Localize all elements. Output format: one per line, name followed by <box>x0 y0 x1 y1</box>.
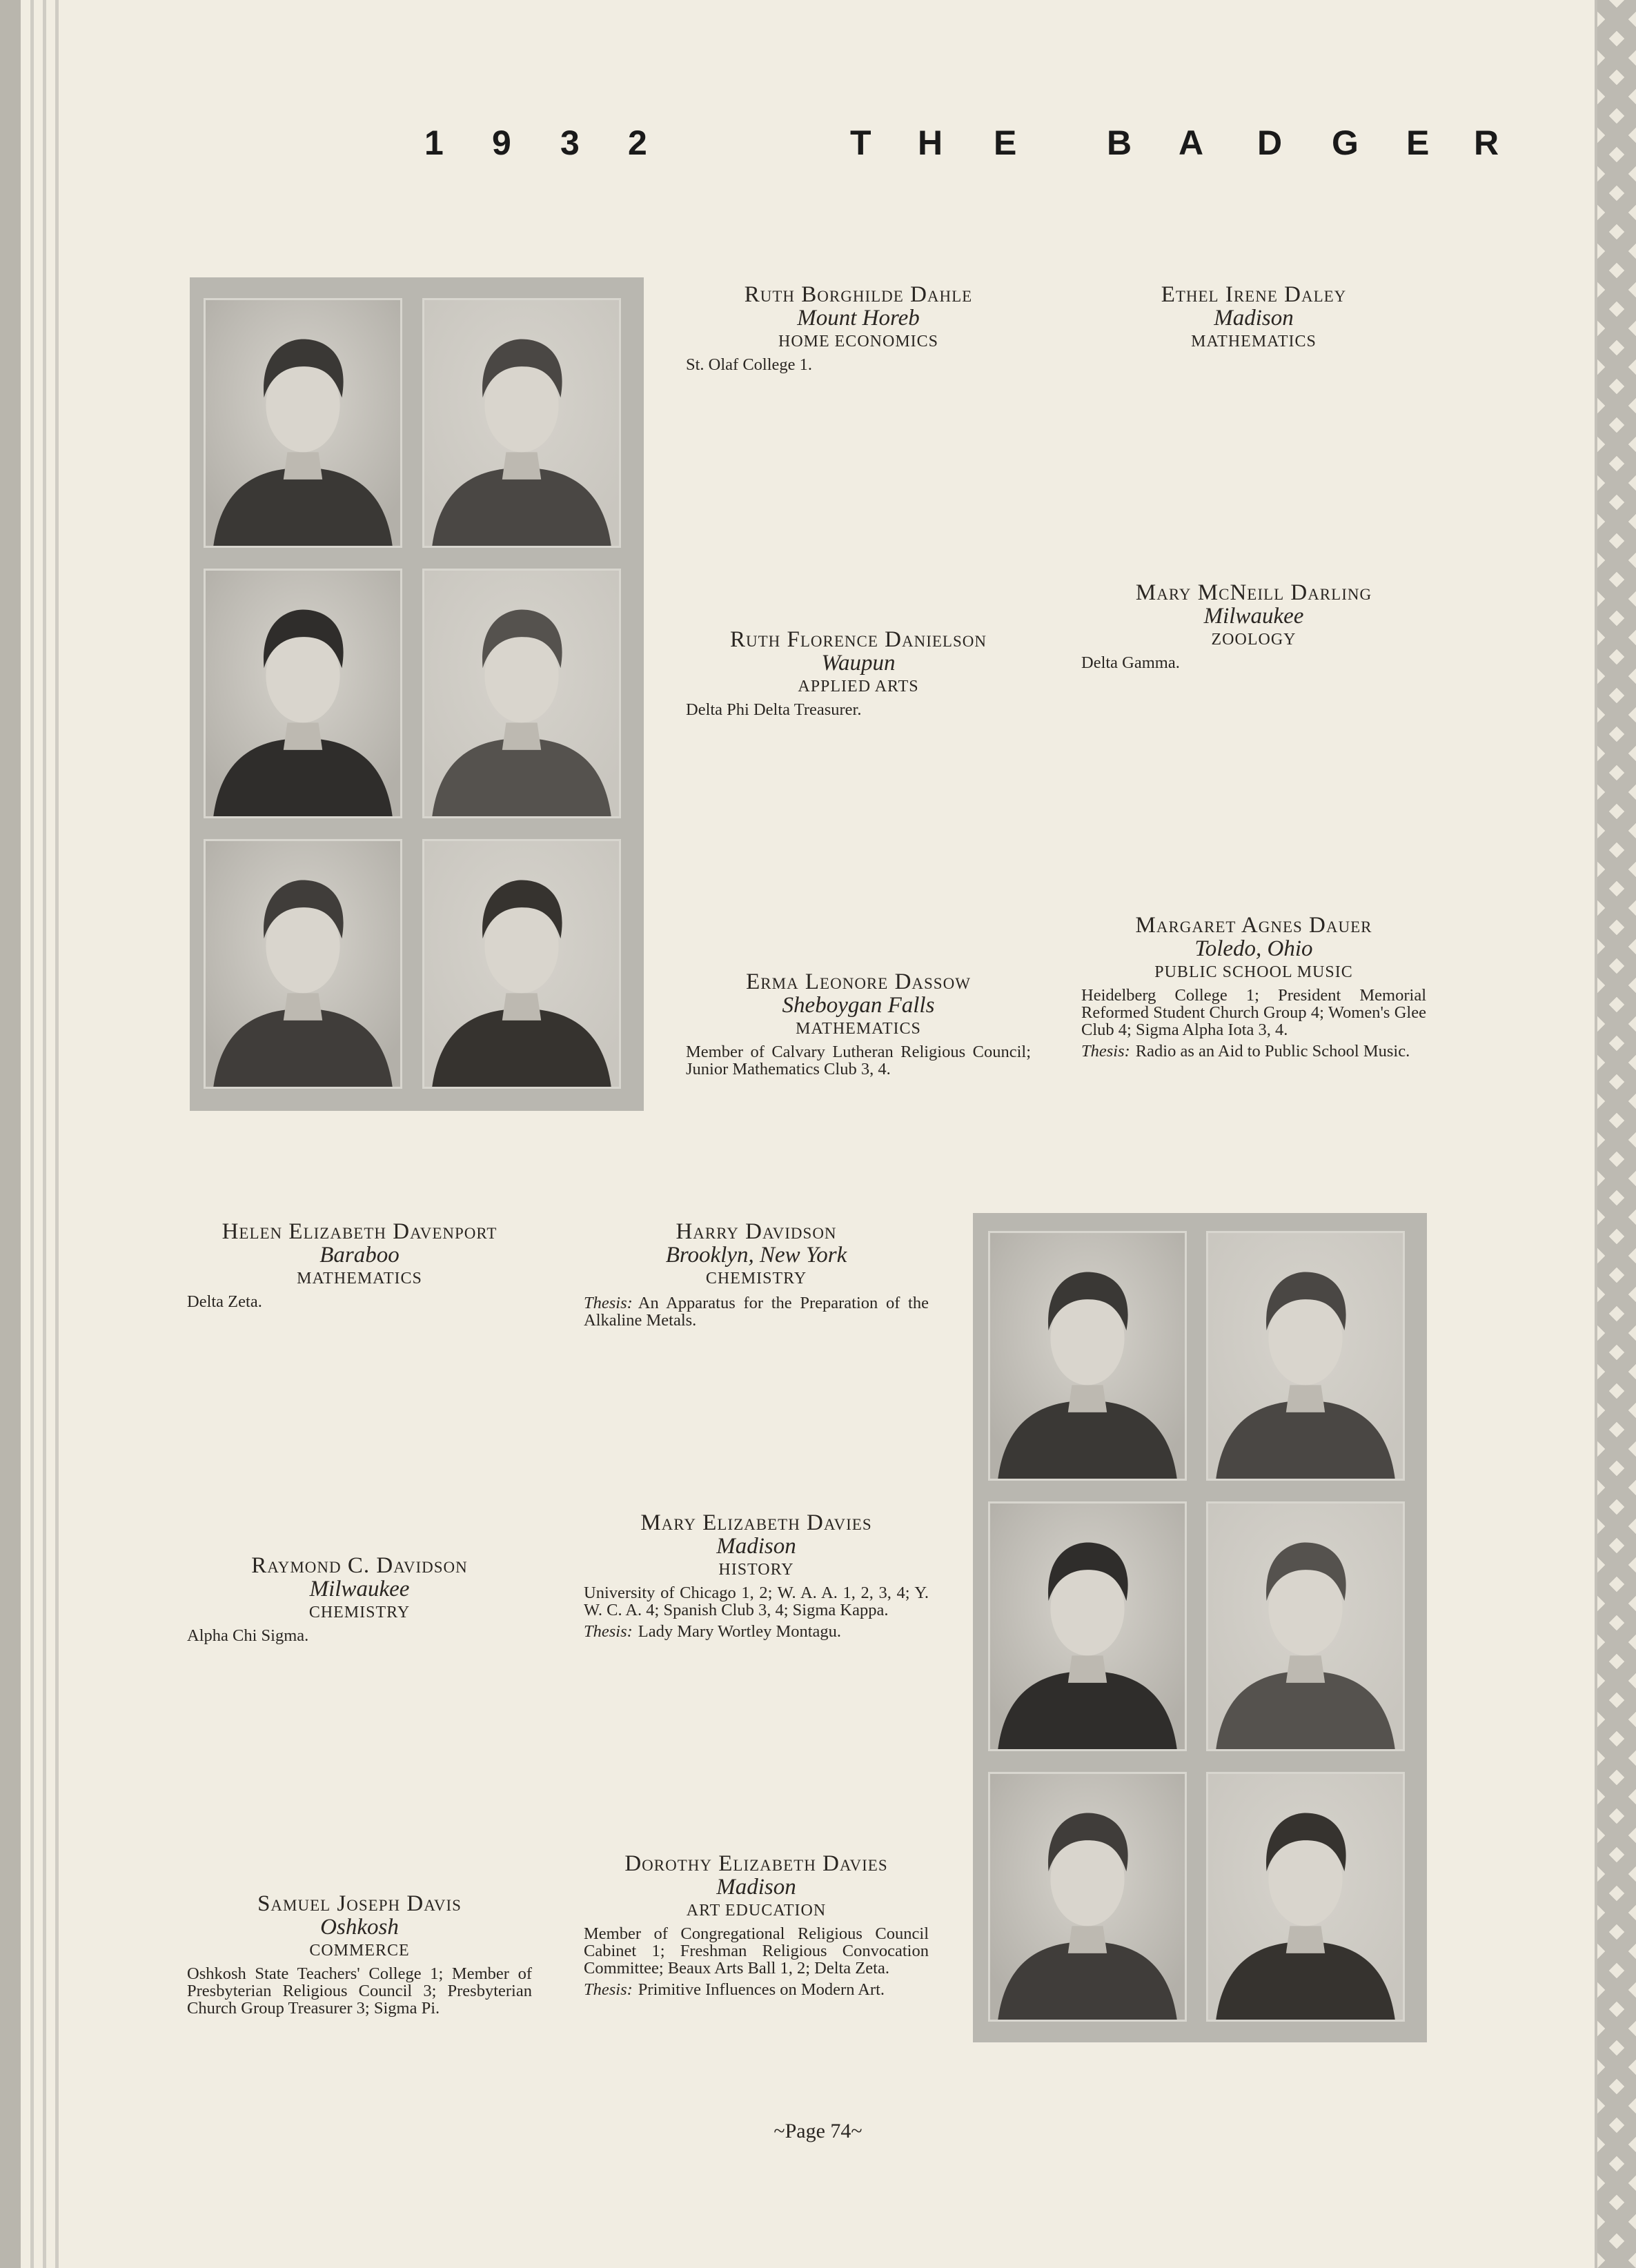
header-badger-letter: D <box>1257 124 1283 162</box>
entry-town: Milwaukee <box>309 1577 410 1601</box>
senior-entry <box>1081 283 1426 353</box>
thesis-title: An Apparatus for the Preparation of the Alkaline Metals. <box>584 1294 929 1330</box>
entry-town: Sheboygan Falls <box>782 993 935 1018</box>
entry-department: HOME ECONOMICS <box>778 333 938 351</box>
portrait-photo <box>204 839 402 1089</box>
entry-town: Milwaukee <box>1203 604 1304 629</box>
thesis-label: Thesis: <box>584 1622 633 1641</box>
entry-thesis <box>584 1981 929 1998</box>
portrait-photo <box>1206 1501 1405 1751</box>
entry-thesis <box>584 1294 929 1329</box>
photo-panel-bottom <box>973 1213 1427 2042</box>
entry-town: Baraboo <box>319 1243 400 1268</box>
senior-entry <box>686 283 1031 373</box>
header-badger-letter: A <box>1179 124 1204 162</box>
entry-name: Mary Elizabeth Davies <box>640 1510 872 1535</box>
entry-activities: Heidelberg College 1; President Memorial Reformed Student Church Group 4; Women's Glee Club 4; Sigma Alpha Iota 3, 4. <box>1081 986 1426 1039</box>
entry-name: Samuel Joseph Davis <box>257 1891 462 1916</box>
thesis-title: Primitive Influences on Modern Art. <box>638 1980 885 1999</box>
photo-panel-top <box>190 277 644 1111</box>
entry-name: Ruth Florence Danielson <box>729 627 987 652</box>
entry-name: Helen Elizabeth Davenport <box>221 1219 497 1244</box>
entry-activities: Member of Congregational Religious Council Cabinet 1; Freshman Religious Convocation Committee; Beaux Arts Ball 1, 2; Delta Zeta. <box>584 1924 929 1978</box>
thesis-label: Thesis: <box>584 1294 633 1312</box>
header-badger-letter: R <box>1474 124 1499 162</box>
right-diamond-border <box>1597 0 1636 2268</box>
entry-town: Madison <box>716 1534 796 1559</box>
portrait-photo <box>1206 1231 1405 1481</box>
portrait-photo <box>422 839 621 1089</box>
thesis-title: Lady Mary Wortley Montagu. <box>638 1622 842 1641</box>
entry-department: MATHEMATICS <box>297 1270 422 1288</box>
entry-activities: Alpha Chi Sigma. <box>187 1626 309 1645</box>
entry-town: Madison <box>1214 306 1294 331</box>
entry-name: Margaret Agnes Dauer <box>1135 913 1372 938</box>
portrait-photo <box>422 569 621 818</box>
portrait-photo <box>988 1231 1187 1481</box>
entry-department: CHEMISTRY <box>308 1604 411 1621</box>
portrait-photo <box>988 1772 1187 2022</box>
header-year-digit: 3 <box>560 124 580 162</box>
entry-name: Mary McNeill Darling <box>1135 580 1372 605</box>
entry-town: Mount Horeb <box>797 306 920 331</box>
left-binding-rule <box>43 0 46 2268</box>
senior-entry <box>686 970 1031 1078</box>
entry-thesis <box>1081 1043 1426 1060</box>
left-binding-strip <box>0 0 21 2268</box>
entry-town: Oshkosh <box>320 1915 399 1940</box>
page-header <box>0 123 1636 171</box>
entry-department: MATHEMATICS <box>796 1020 921 1038</box>
entry-activities: Delta Gamma. <box>1081 653 1180 672</box>
entry-department: CHEMISTRY <box>705 1270 807 1288</box>
entry-department: COMMERCE <box>309 1942 410 1960</box>
portrait-photo <box>204 569 402 818</box>
senior-entry <box>187 1892 532 2017</box>
header-badger-letter: E <box>1406 124 1430 162</box>
entry-thesis <box>584 1623 929 1640</box>
header-year-digit: 2 <box>628 124 647 162</box>
portrait-photo <box>1206 1772 1405 2022</box>
page-number: ~Page 74~ <box>773 2120 863 2142</box>
header-badger-letter: B <box>1107 124 1132 162</box>
entry-activities: Member of Calvary Lutheran Religious Council; Junior Mathematics Club 3, 4. <box>686 1043 1031 1078</box>
entry-department: ART EDUCATION <box>686 1902 827 1920</box>
entry-department: PUBLIC SCHOOL MUSIC <box>1154 963 1353 981</box>
left-binding-rule <box>30 0 34 2268</box>
senior-entry <box>584 1511 929 1640</box>
entry-activities: University of Chicago 1, 2; W. A. A. 1, 2, 3, 4; Y. W. C. A. 4; Spanish Club 3, 4; Sigma Kappa. <box>584 1584 929 1619</box>
senior-entry <box>686 628 1031 718</box>
entry-town: Brooklyn, New York <box>665 1243 847 1268</box>
entry-town: Toledo, Ohio <box>1194 936 1313 961</box>
entry-name: Ethel Irene Daley <box>1161 282 1347 307</box>
entry-name: Ruth Borghilde Dahle <box>744 282 973 307</box>
entry-activities: Delta Phi Delta Treasurer. <box>686 700 862 719</box>
entry-activities: Delta Zeta. <box>187 1292 262 1311</box>
entry-name: Raymond C. Davidson <box>251 1553 468 1578</box>
senior-entry <box>187 1554 532 1644</box>
left-binding-rule <box>55 0 59 2268</box>
portrait-photo <box>988 1501 1187 1751</box>
entry-town: Madison <box>716 1875 796 1900</box>
entry-activities: Oshkosh State Teachers' College 1; Member of Presbyterian Religious Council 3; Presbyterian Church Group Treasurer 3; Sigma Pi. <box>187 1964 532 2018</box>
header-title-letter: T <box>850 124 871 162</box>
entry-name: Dorothy Elizabeth Davies <box>624 1851 888 1876</box>
header-title-letter: H <box>918 124 943 162</box>
entry-name: Erma Leonore Dassow <box>746 969 971 994</box>
entry-department: APPLIED ARTS <box>798 678 919 696</box>
header-year-digit: 1 <box>424 124 444 162</box>
senior-entry <box>1081 914 1426 1060</box>
portrait-photo <box>204 298 402 548</box>
header-title-letter: E <box>994 124 1017 162</box>
portrait-photo <box>422 298 621 548</box>
entry-town: Waupun <box>821 651 896 676</box>
entry-department: HISTORY <box>718 1561 794 1579</box>
header-year-digit: 9 <box>492 124 511 162</box>
senior-entry <box>187 1220 532 1310</box>
right-border-rule <box>1595 0 1597 2268</box>
senior-entry <box>584 1852 929 1998</box>
entry-name: Harry Davidson <box>676 1219 837 1244</box>
thesis-label: Thesis: <box>584 1980 633 1999</box>
entry-department: ZOOLOGY <box>1211 631 1297 649</box>
senior-entry <box>584 1220 929 1329</box>
entry-activities: St. Olaf College 1. <box>686 355 813 374</box>
thesis-title: Radio as an Aid to Public School Music. <box>1135 1042 1410 1061</box>
thesis-label: Thesis: <box>1081 1042 1130 1061</box>
senior-entry <box>1081 581 1426 671</box>
entry-department: MATHEMATICS <box>1191 333 1317 351</box>
header-badger-letter: G <box>1332 124 1359 162</box>
